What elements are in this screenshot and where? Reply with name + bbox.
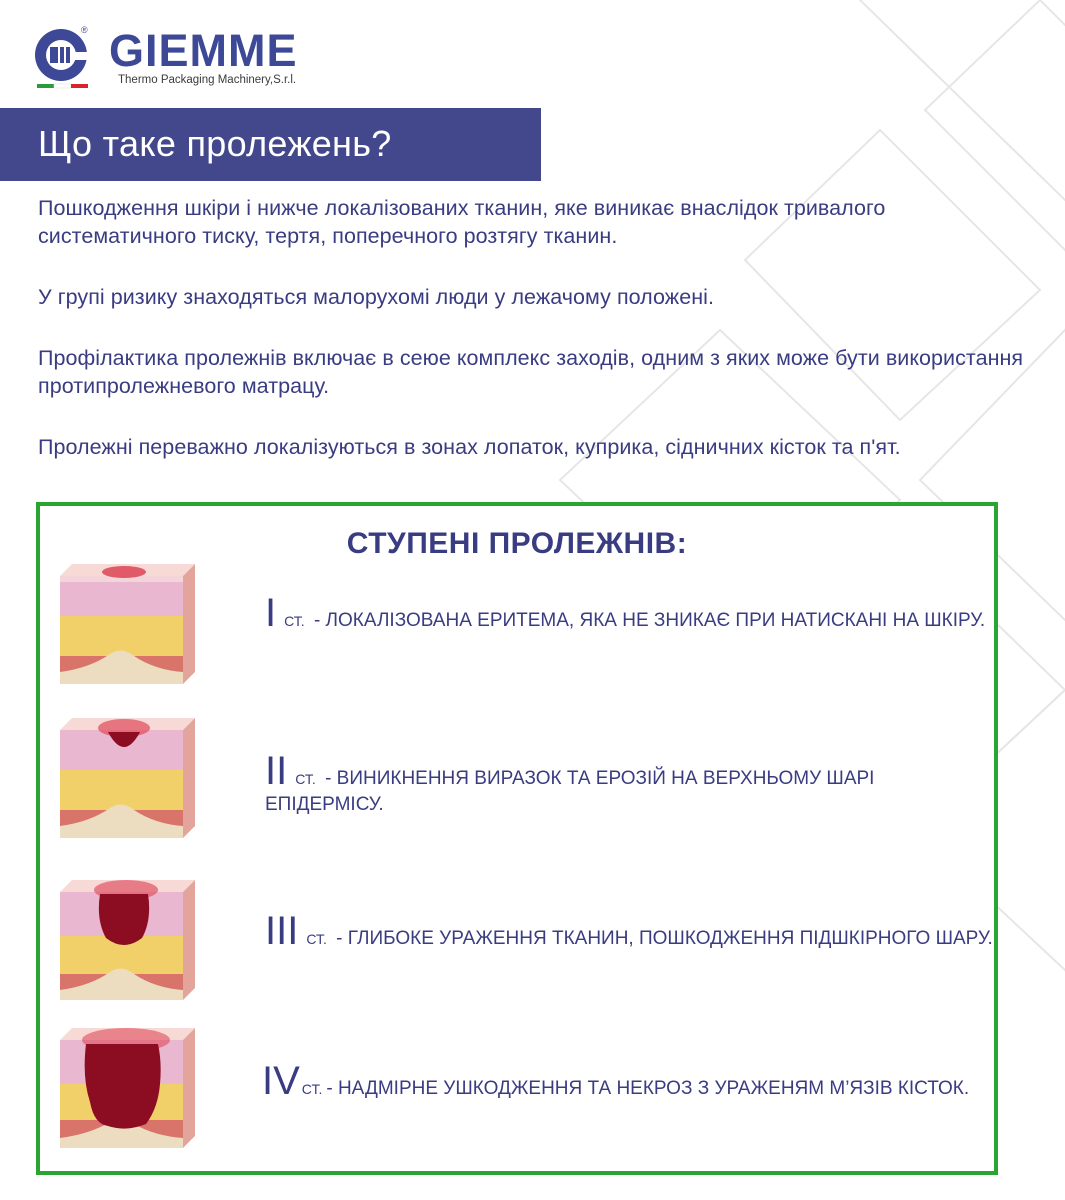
registered-mark: ® bbox=[81, 25, 88, 35]
stage-2-numeral: II bbox=[265, 749, 288, 793]
stage-4-numeral: IV bbox=[262, 1059, 300, 1103]
stage-4-abbr: СТ. bbox=[301, 1081, 323, 1097]
stage-3-abbr: СТ. bbox=[306, 931, 327, 947]
page-title: Що таке пролежень? bbox=[38, 123, 392, 164]
title-banner bbox=[0, 108, 541, 181]
brand-name: GIEMME bbox=[109, 25, 298, 76]
stage-3-text: - ГЛИБОКЕ УРАЖЕННЯ ТКАНИН, ПОШКОДЖЕННЯ ПІДШКІРНОГО ШАРУ. bbox=[336, 928, 993, 949]
stage-4-description bbox=[262, 1059, 992, 1103]
stage-3-numeral: III bbox=[265, 909, 299, 953]
stage-3-description bbox=[265, 909, 995, 953]
brand-logo bbox=[33, 25, 323, 95]
stage-1-numeral: I bbox=[265, 591, 277, 635]
stage-2-text: - ВИНИКНЕННЯ ВИРАЗОК ТА ЕРОЗІЙ НА ВЕРХНЬОМУ ШАРІ ЕПІДЕРМІСУ. bbox=[265, 768, 875, 815]
brand-tagline: Thermo Packaging Machinery,S.r.l. bbox=[118, 74, 297, 86]
giemme-logo-icon bbox=[33, 27, 93, 89]
paragraph-definition: Пошкодження шкіри і нижче локалізованих тканин, яке виникає внаслідок тривалого систематичного тиску, тертя, поперечного розтягу тканин. bbox=[38, 196, 886, 248]
paragraph-risk-group: У групі ризику знаходяться малорухомі люди у лежачому положені. bbox=[38, 285, 714, 309]
stage-2-skin-diagram-icon bbox=[60, 718, 195, 846]
intro-text bbox=[38, 194, 1038, 494]
paragraph-prevention: Профілактика пролежнів включає в сеюе комплекс заходів, одним з яких може бути використання протипролежневого матрацу. bbox=[38, 346, 1024, 398]
stage-2-abbr: СТ. bbox=[295, 771, 316, 787]
stage-4-text: - НАДМІРНЕ УШКОДЖЕННЯ ТА НЕКРОЗ З УРАЖЕНЯМ М’ЯЗІВ КІСТОК. bbox=[326, 1078, 970, 1099]
stage-1-abbr: СТ. bbox=[284, 613, 305, 629]
stage-4-skin-diagram-icon bbox=[60, 1028, 195, 1152]
stage-2-description bbox=[265, 749, 995, 818]
stage-1-description bbox=[265, 591, 995, 635]
stages-heading: СТУПЕНІ ПРОЛЕЖНІВ: bbox=[346, 527, 688, 560]
stage-1-text: - ЛОКАЛІЗОВАНА ЕРИТЕМА, ЯКА НЕ ЗНИКАЄ ПРИ НАТИСКАНІ НА ШКІРУ. bbox=[313, 610, 986, 631]
paragraph-locations: Пролежні переважно локалізуються в зонах лопаток, куприка, сідничних кісток та п'ят. bbox=[38, 435, 901, 459]
stage-3-skin-diagram-icon bbox=[60, 880, 195, 1008]
stages-panel bbox=[36, 502, 998, 1175]
stage-1-skin-diagram-icon bbox=[60, 564, 195, 692]
